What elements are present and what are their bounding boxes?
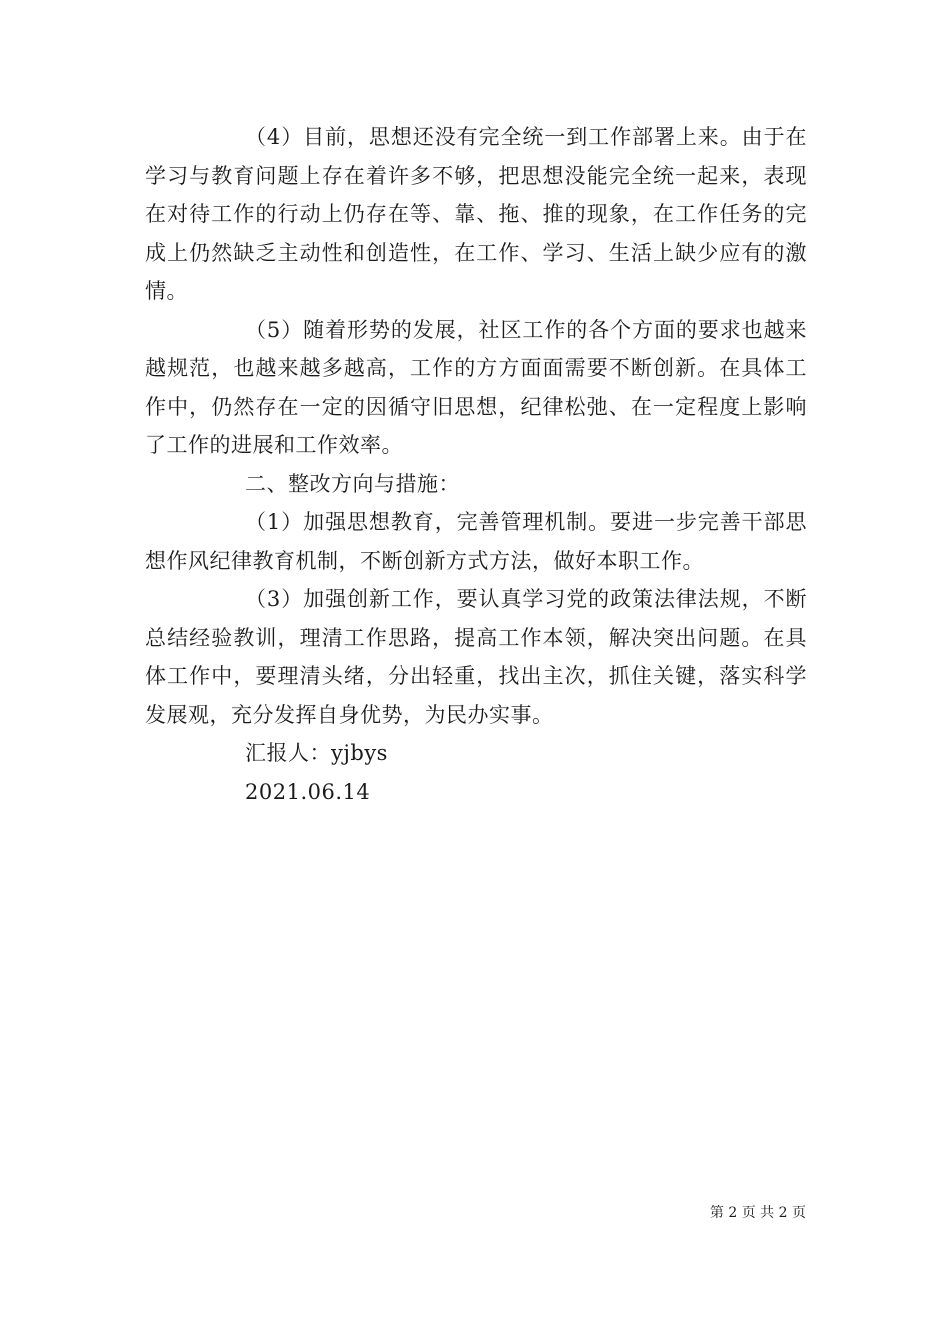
paragraph-item-5: （5）随着形势的发展，社区工作的各个方面的要求也越来越规范，也越来越多越高，工作的方方面面需要不断创新。在具体工作中，仍然存在一定的因循守旧思想，纪律松弛、在一定程度上影响了工作的进展和工作效率。 [145, 317, 807, 457]
measure-item-3: （3）加强创新工作，要认真学习党的政策法律法规，不断总结经验教训，理清工作思路，提高工作本领，解决突出问题。在具体工作中，要理清头绪，分出轻重，找出主次，抓住关键，落实科学发展观，充分发挥自身优势，为民办实事。 [145, 587, 807, 727]
section-heading: 二、整改方向与措施： [245, 471, 460, 496]
paragraph-item-4: （4）目前，思想还没有完全统一到工作部署上来。由于在学习与教育问题上存在着许多不够，把思想没能完全统一起来，表现在对待工作的行动上仍存在等、靠、拖、推的现象，在工作任务的完成上仍然缺乏主动性和创造性，在工作、学习、生活上缺少应有的激情。 [145, 125, 807, 303]
page-number-footer: 第 2 页 共 2 页 [709, 1205, 806, 1221]
measure-item-1: （1）加强思想教育，完善管理机制。要进一步完善干部思想作风纪律教育机制，不断创新方式方法，做好本职工作。 [145, 510, 807, 573]
report-date: 2021.06.14 [245, 779, 371, 804]
reporter-line: 汇报人：yjbys [245, 741, 388, 765]
document-body [145, 118, 807, 811]
